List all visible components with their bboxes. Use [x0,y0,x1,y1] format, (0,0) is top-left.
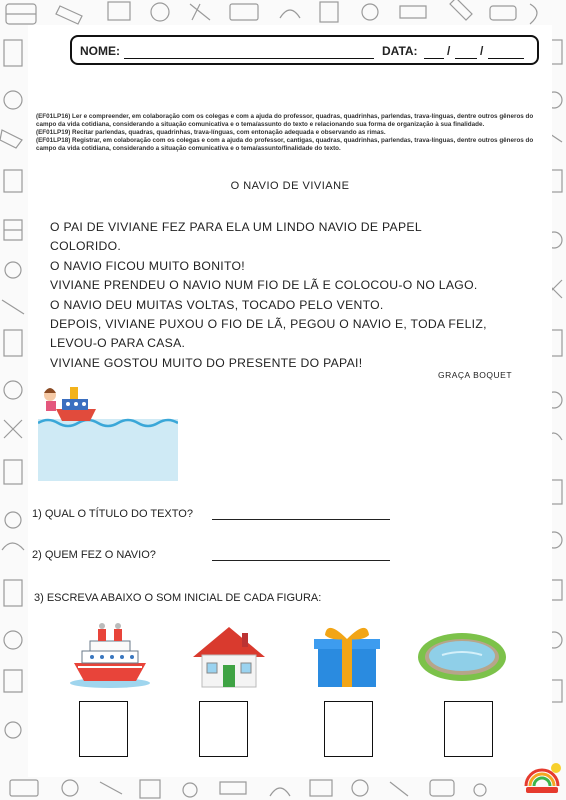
story-title: O NAVIO DE VIVIANE [230,180,350,192]
bncc-skill: (EF01LP16) Ler e compreender, em colaboração com os colegas e com a ajuda do professor, quadras, quadrinhas, parlendas, trava-línguas, dentre outros gêneros do campo da vida cotidiana, considerando a situação comunicativa e o tema/assunto do texto e relacionando sua forma de organização à sua finalidade. [36,113,534,128]
story-line: O NAVIO FICOU MUITO BONITO! [50,258,245,273]
name-field[interactable] [124,58,374,59]
name-label: NOME: [80,44,120,58]
ship-icon [68,623,152,689]
story-line: VIVIANE PRENDEU O NAVIO NUM FIO DE LÃ E COLOCOU-O NO LAGO. [50,278,478,293]
date-slash: / [480,44,484,58]
answer-2-line[interactable] [212,560,390,561]
ship-answer-box[interactable] [79,701,128,757]
story-line: COLORIDO. [50,239,122,254]
water-area [38,419,178,481]
date-month-field[interactable] [455,58,477,59]
gift-icon [308,623,386,689]
story-line: O NAVIO DEU MUITAS VOLTAS, TOCADO PELO VENTO. [50,297,384,312]
question-3: 3) ESCREVA ABAIXO O SOM INICIAL DE CADA FIGURA: [34,592,322,604]
student-header [70,35,539,65]
question-2: 2) QUEM FEZ O NAVIO? [32,549,156,561]
date-label: DATA: [382,44,418,58]
bncc-skill: (EF01LP19) Recitar parlendas, quadras, quadrinhas, trava-línguas, com entonação adequada e observando as rimas. [36,129,386,136]
rainbow-logo-icon [522,760,562,796]
house-icon [190,623,268,689]
worksheet-page [28,25,552,777]
lake-icon [416,627,508,687]
bncc-skills [36,113,536,153]
story-line: DEPOIS, VIVIANE PUXOU O FIO DE LÃ, PEGOU O NAVIO E, TODA FELIZ, [50,317,487,332]
bncc-skill: (EF01LP18) Registrar, em colaboração com os colegas e com a ajuda do professor, cantigas, quadras, quadrinhas, parlendas, trava-línguas, dentre outros gêneros do campo da vida cotidiana, considerando a situação comunicativa e o tema/assunto/finalidade do texto. [36,137,534,152]
date-slash: / [447,44,451,58]
date-year-field[interactable] [488,58,524,59]
house-answer-box[interactable] [199,701,248,757]
story-line: LEVOU-O PARA CASA. [50,336,186,351]
story-line: VIVIANE GOSTOU MUITO DO PRESENTE DO PAPAI! [50,355,363,370]
story-text [50,218,530,373]
question-1: 1) QUAL O TÍTULO DO TEXTO? [32,508,193,520]
answer-1-line[interactable] [212,519,390,520]
lake-answer-box[interactable] [444,701,493,757]
gift-answer-box[interactable] [324,701,373,757]
girl-boat-illustration [38,381,178,481]
date-day-field[interactable] [424,58,444,59]
story-line: O PAI DE VIVIANE FEZ PARA ELA UM LINDO NAVIO DE PAPEL [50,220,422,234]
story-author: GRAÇA BOQUET [438,370,513,380]
